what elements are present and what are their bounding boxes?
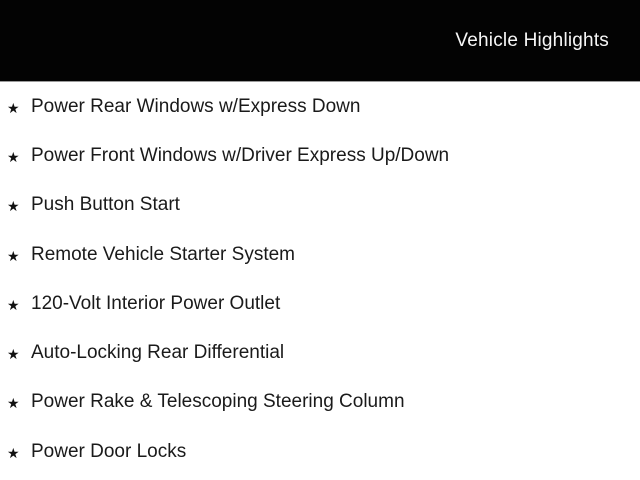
star-icon: ★ xyxy=(7,148,20,165)
page-title: Vehicle Highlights xyxy=(455,29,609,51)
highlight-item-label: Power Front Windows w/Driver Express Up/Down xyxy=(31,144,450,166)
highlight-item xyxy=(7,279,640,328)
highlight-item-label: Power Rear Windows w/Express Down xyxy=(31,95,361,117)
highlight-item-label: Auto-Locking Rear Differential xyxy=(31,342,285,364)
star-icon: ★ xyxy=(7,395,20,412)
star-icon: ★ xyxy=(7,296,20,313)
highlight-item xyxy=(7,427,640,476)
highlight-item xyxy=(7,230,640,279)
highlight-item-label: Push Button Start xyxy=(31,194,180,216)
star-icon: ★ xyxy=(7,198,20,215)
highlight-item xyxy=(7,131,640,180)
highlight-item xyxy=(7,82,640,131)
star-icon: ★ xyxy=(7,99,20,116)
highlight-item-label: Power Door Locks xyxy=(31,440,187,462)
header-banner xyxy=(0,0,640,82)
highlight-item xyxy=(7,378,640,427)
highlight-item xyxy=(7,181,640,230)
highlight-item xyxy=(7,328,640,377)
star-icon: ★ xyxy=(7,346,20,363)
highlight-item-label: Power Rake & Telescoping Steering Column xyxy=(31,391,405,413)
highlights-list xyxy=(0,82,640,476)
star-icon: ★ xyxy=(7,247,20,264)
highlight-item-label: Remote Vehicle Starter System xyxy=(31,243,295,265)
highlight-item-label: 120-Volt Interior Power Outlet xyxy=(31,292,281,314)
star-icon: ★ xyxy=(7,444,20,461)
